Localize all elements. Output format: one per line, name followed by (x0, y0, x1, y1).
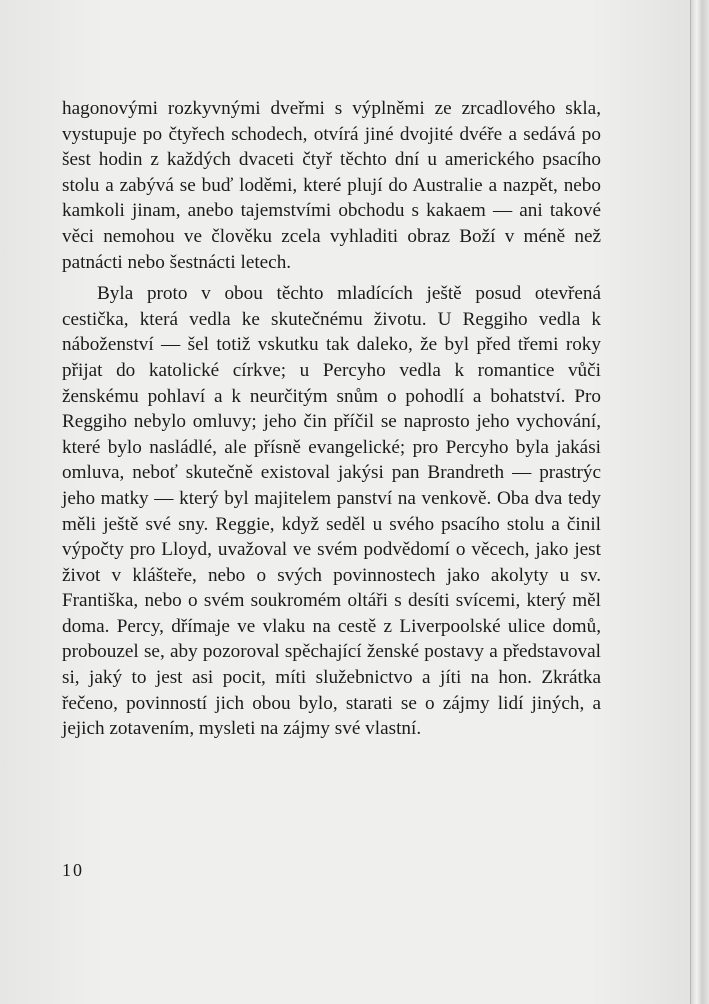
page-number: 10 (62, 860, 84, 880)
page-edge (690, 0, 709, 1004)
paragraph: Byla proto v obou těchto mladících ještě posud otevřená cestička, která vedla ke skutečnému životu. U Reggiho vedla k náboženství — šel totiž vskutku tak daleko, že byl před třemi roky přijat do katolické církve; u Percyho vedla k romantice vůči ženskému pohlaví a k neurčitým snům o pohodlí a bohatství. Pro Reggiho nebylo omluvy; jeho čin příčil se naprosto jeho vychování, které bylo nasládlé, ale přísně evangelické; pro Percyho byla jakási omluva, neboť skutečně existoval jakýsi pan Brandreth — prastrýc jeho matky — který byl majitelem panství na venkově. Oba dva tedy měli ještě své sny. Reggie, když seděl u svého psacího stolu a činil výpočty pro Lloyd, uvažoval ve svém podvědomí o věcech, jako jest život v klášteře, nebo o svých povinnostech jako akolyty u sv. Františka, nebo o svém soukromém oltáři s desíti svícemi, který měl doma. Percy, dřímaje ve vlaku na cestě z Liverpoolské ulice domů, probouzel se, aby pozoroval spěchající ženské postavy a představoval si, jaký to jest asi pocit, míti služebnictvo a jíti na hon. Zkrátka řečeno, povinností jich obou bylo, starati se o zájmy lidí jiných, a jejich zotavením, mysleti na zájmy své vlastní. (62, 283, 601, 740)
paragraph-continued: hagonovými rozkyvnými dveřmi s výplněmi ze zrcadlového skla, vystupuje po čtyřech schodech, otvírá jiné dvojité dvéře a sedává po šest hodin z každých dvaceti čtyř těchto dní u amerického psacího stolu a zabývá se buď loděmi, které plují do Australie a nazpět, nebo kamkoli jinam, anebo tajemstvími obchodu s kakaem — ani takové věci nemohou ve člověku zcela vyhladiti obraz Boží v méně než patnácti nebo šestnácti letech. (62, 98, 601, 273)
body-text (62, 96, 601, 742)
